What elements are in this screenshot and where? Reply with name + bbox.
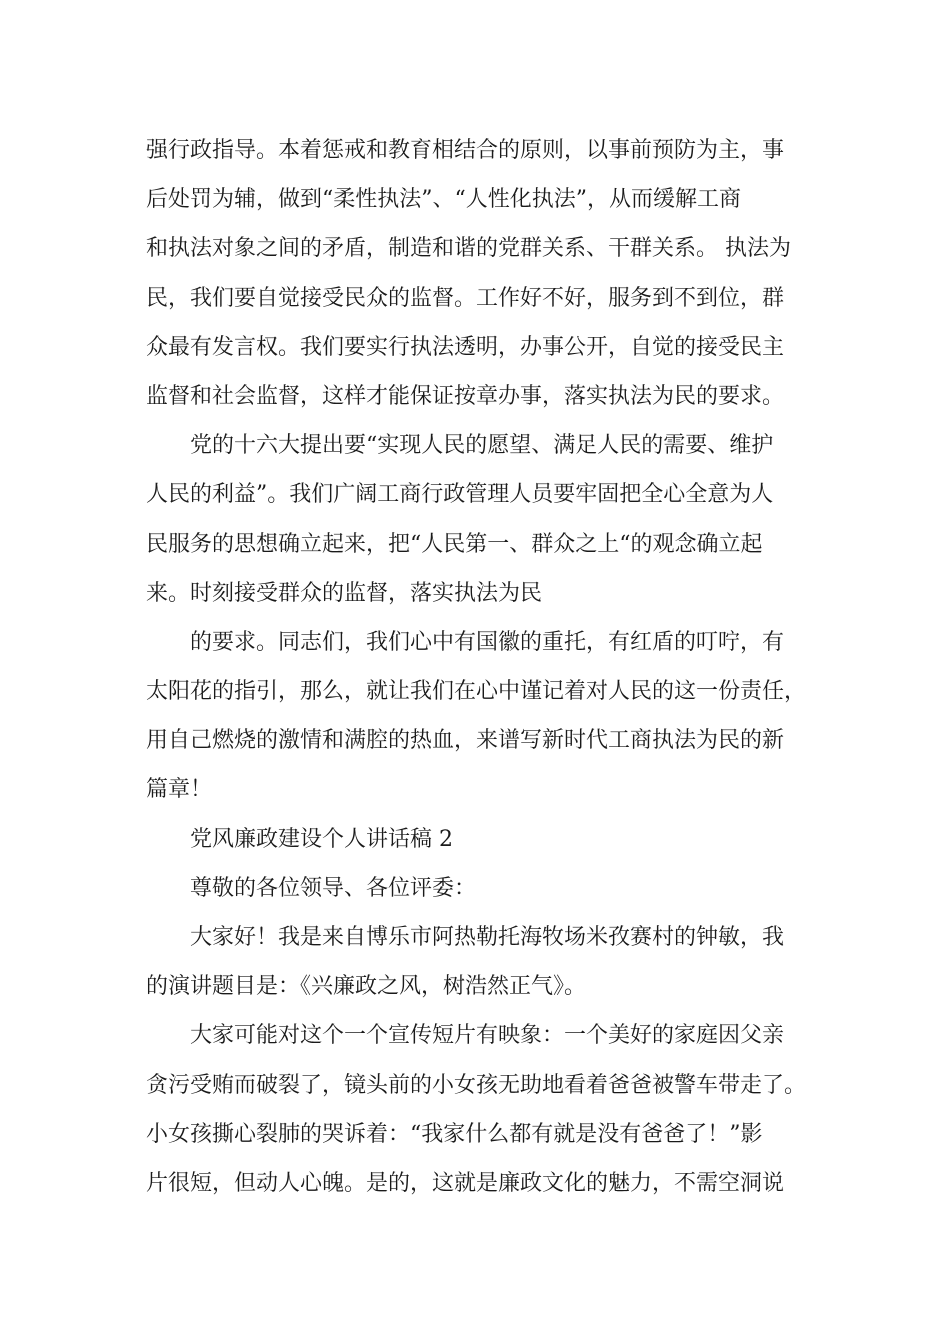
- text-line: 党的十六大提出要“实现人民的愿望、满足人民的需要、维护: [190, 433, 774, 459]
- text-line: 后处罚为辅，做到“柔性执法”、“人性化执法”，从而缓解工商: [146, 187, 741, 213]
- text-line: 监督和社会监督，这样才能保证按章办事，落实执法为民的要求。: [146, 383, 785, 409]
- text-line: 的演讲题目是：《兴廉政之风，树浩然正气》。: [146, 974, 587, 1000]
- document-body: [146, 126, 826, 1208]
- text-line: 贪污受贿而破裂了，镜头前的小女孩无助地看着爸爸被警车带走了。: [146, 1072, 807, 1098]
- text-line: 的要求。同志们，我们心中有国徽的重托，有红盾的叮咛，有: [190, 629, 785, 655]
- text-line: 强行政指导。本着惩戒和教育相结合的原则，以事前预防为主，事: [146, 138, 785, 163]
- section-heading: 党风廉政建设个人讲话稿 2: [190, 826, 453, 852]
- text-line: 大家好！我是来自博乐市阿热勒托海牧场米孜赛村的钟敏，我: [190, 925, 785, 950]
- text-line: 民服务的思想确立起来，把“人民第一、群众之上“的观念确立起: [146, 531, 763, 557]
- text-line: 篇章！: [146, 777, 213, 803]
- text-line: 民，我们要自觉接受民众的监督。工作好不好，服务到不到位，群: [146, 285, 785, 311]
- text-line: 来。时刻接受群众的监督，落实执法为民: [146, 580, 543, 606]
- text-line: 大家可能对这个一个宣传短片有映象：一个美好的家庭因父亲: [190, 1023, 785, 1049]
- text-line: 小女孩撕心裂肺的哭诉着：“我家什么都有就是没有爸爸了！”影: [146, 1121, 763, 1147]
- text-line: 用自己燃烧的激情和满腔的热血，来谱写新时代工商执法为民的新: [146, 728, 785, 754]
- text-line: 人民的利益”。我们广阔工商行政管理人员要牢固把全心全意为人: [146, 482, 774, 508]
- text-line: 众最有发言权。我们要实行执法透明，办事公开，自觉的接受民主: [146, 334, 785, 360]
- text-line: 片很短，但动人心魄。是的，这就是廉政文化的魅力，不需空洞说: [146, 1170, 785, 1196]
- salutation: 尊敬的各位领导、各位评委：: [190, 875, 477, 901]
- text-line: 和执法对象之间的矛盾，制造和谐的党群关系、干群关系。 执法为: [146, 236, 791, 262]
- text-line: 太阳花的指引，那么，就让我们在心中谨记着对人民的这一份责任，: [146, 679, 807, 705]
